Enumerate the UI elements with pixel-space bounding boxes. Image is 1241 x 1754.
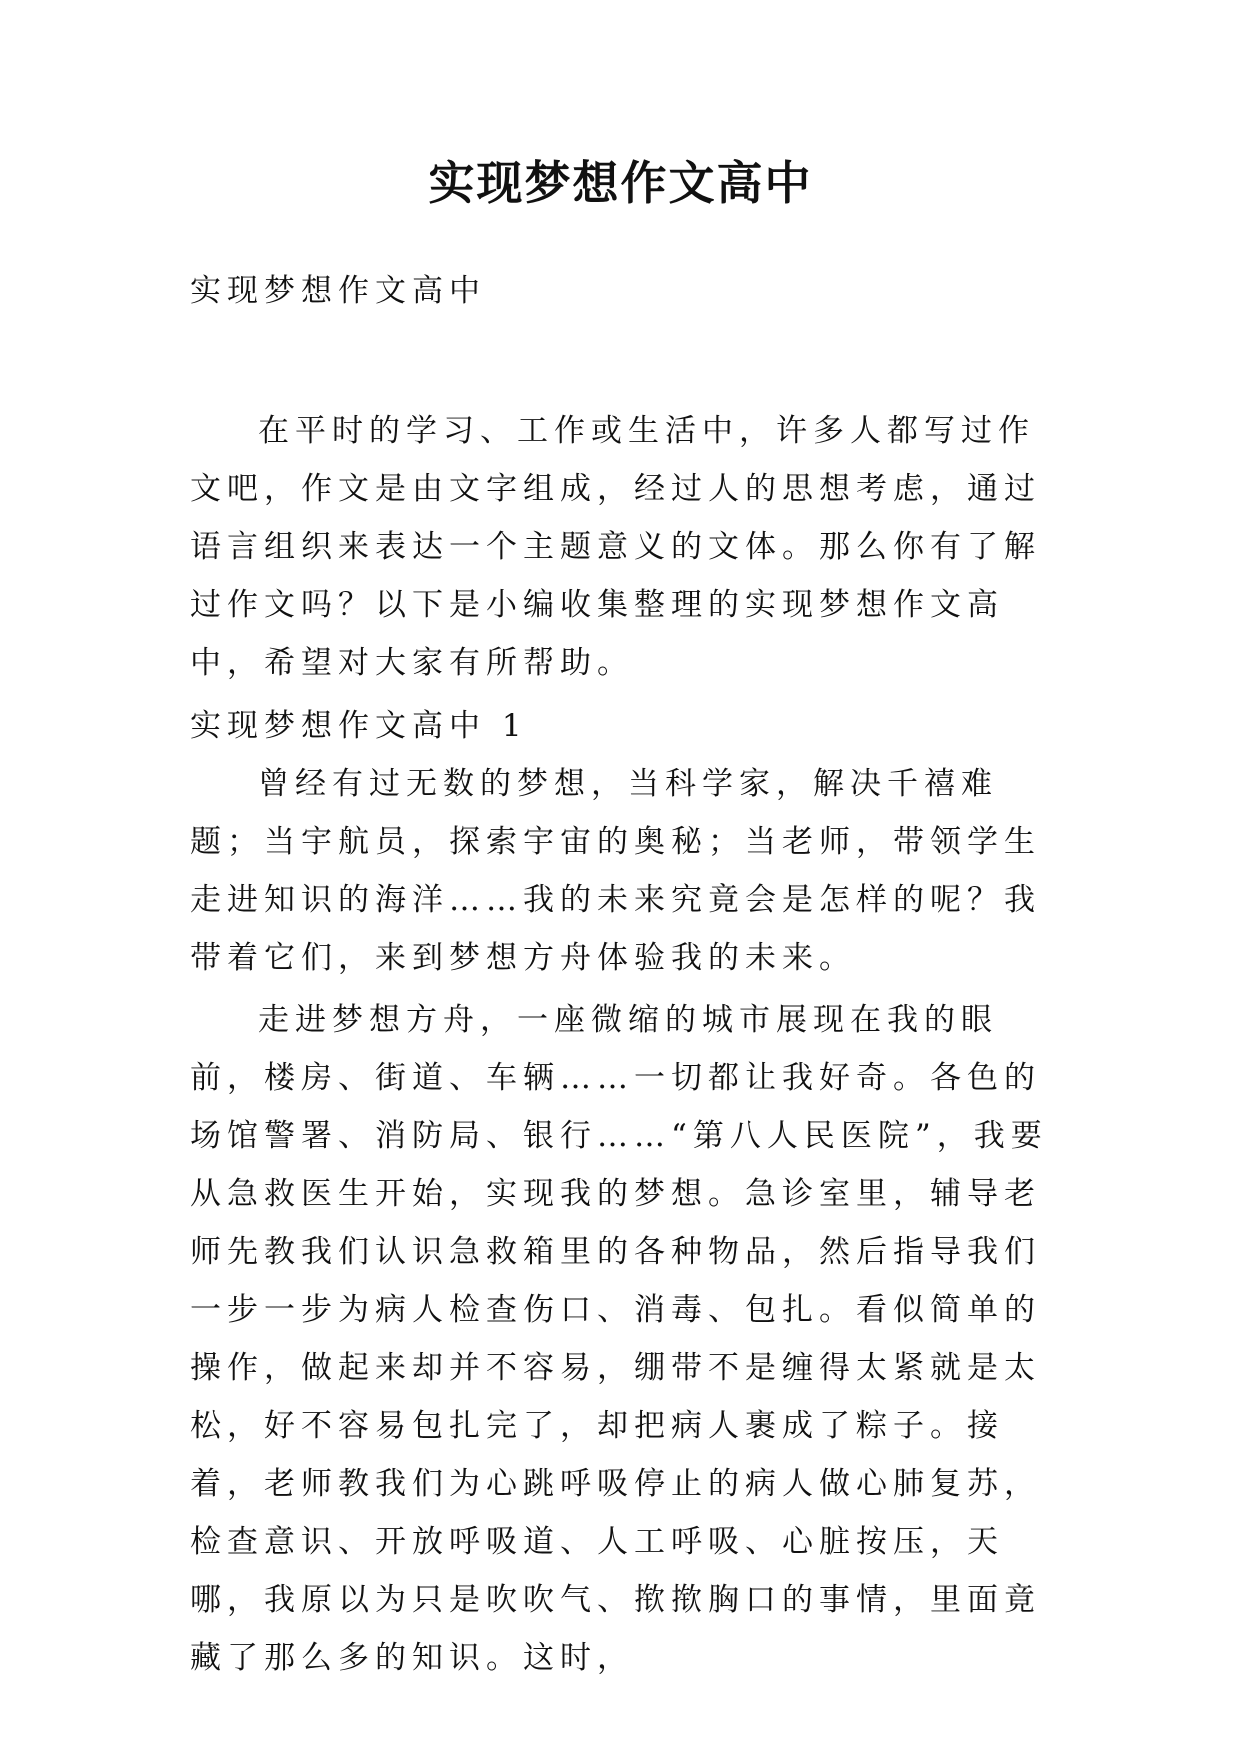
document-subtitle: 实现梦想作文高中 xyxy=(190,273,486,309)
section-paragraph: 走进梦想方舟，一座微缩的城市展现在我的眼前，楼房、街道、车辆……一切都让我好奇。各色的场馆警署、消防局、银行……“第八人民医院”，我要从急救医生开始，实现我的梦想。急诊室里，辅导老师先教我们认识急救箱里的各种物品，然后指导我们一步一步为病人检查伤口、消毒、包扎。看似简单的操作，做起来却并不容易，绷带不是缠得太紧就是太松，好不容易包扎完了，却把病人裹成了粽子。接着，老师教我们为心跳呼吸停止的病人做心肺复苏，检查意识、开放呼吸道、人工呼吸、心脏按压，天哪，我原以为只是吹吹气、揿揿胸口的事情，里面竟藏了那么多的知识。这时， xyxy=(190,1002,1048,1676)
section-heading: 实现梦想作文高中 1 xyxy=(190,708,528,744)
intro-paragraph: 在平时的学习、工作或生活中，许多人都写过作文吧，作文是由文字组成，经过人的思想考虑，通过语言组织来表达一个主题意义的文体。那么你有了解过作文吗？以下是小编收集整理的实现梦想作文高中，希望对大家有所帮助。 xyxy=(190,413,1041,681)
document-title: 实现梦想作文高中 xyxy=(428,156,813,210)
section-paragraph: 曾经有过无数的梦想，当科学家，解决千禧难题；当宇航员，探索宇宙的奥秘；当老师，带领学生走进知识的海洋……我的未来究竟会是怎样的呢？我带着它们，来到梦想方舟体验我的未来。 xyxy=(190,766,1041,976)
